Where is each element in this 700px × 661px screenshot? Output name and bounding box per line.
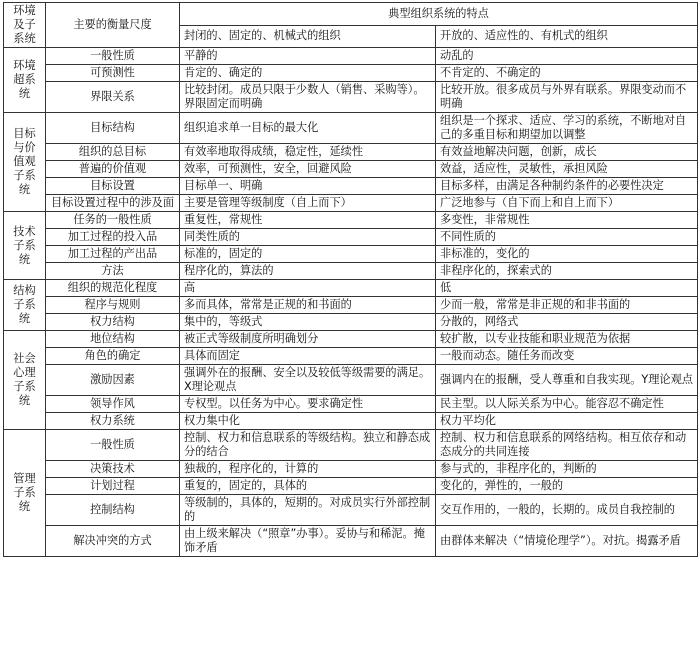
open-org-cell: 有效益地解决问题，创新，成长 xyxy=(436,144,698,161)
closed-org-cell: 标准的，固定的 xyxy=(180,246,436,263)
closed-org-cell: 专权型。以任务为中心。要求确定性 xyxy=(180,396,436,413)
subsystem-name: 目标与价值观子系统 xyxy=(4,113,46,212)
header-group: 典型组织系统的特点 xyxy=(180,3,698,26)
open-org-cell: 效益，适应性，灵敏性，承担风险 xyxy=(436,161,698,178)
open-org-cell: 权力平均化 xyxy=(436,413,698,430)
table-row xyxy=(4,495,698,526)
closed-org-cell: 等级制的，具体的，短期的。对成员实行外部控制的 xyxy=(180,495,436,526)
dimension-cell: 领导作风 xyxy=(46,396,180,413)
comparison-table-container xyxy=(3,2,697,557)
dimension-cell: 组织的规范化程度 xyxy=(46,280,180,297)
table-row xyxy=(4,263,698,280)
table-row xyxy=(4,348,698,365)
open-org-cell: 目标多样，由满足各种制约条件的必要性决定 xyxy=(436,178,698,195)
closed-org-cell: 目标单一、明确 xyxy=(180,178,436,195)
subsystem-name: 管理子系统 xyxy=(4,430,46,557)
closed-org-cell: 肯定的、确定的 xyxy=(180,65,436,82)
table-row xyxy=(4,144,698,161)
dimension-cell: 目标设置 xyxy=(46,178,180,195)
dimension-cell: 解决冲突的方式 xyxy=(46,526,180,557)
dimension-cell: 计划过程 xyxy=(46,478,180,495)
dimension-cell: 角色的确定 xyxy=(46,348,180,365)
subsystem-name: 技术子系统 xyxy=(4,212,46,280)
dimension-cell: 组织的总目标 xyxy=(46,144,180,161)
closed-org-cell: 集中的，等级式 xyxy=(180,314,436,331)
dimension-cell: 界限关系 xyxy=(46,82,180,113)
table-row xyxy=(4,82,698,113)
open-org-cell: 非程序化的，探索式的 xyxy=(436,263,698,280)
open-org-cell: 非标准的，变化的 xyxy=(436,246,698,263)
open-org-cell: 广泛地参与（自下而上和自上而下） xyxy=(436,195,698,212)
table-row xyxy=(4,280,698,297)
dimension-cell: 决策技术 xyxy=(46,461,180,478)
table-row xyxy=(4,65,698,82)
open-org-cell: 动乱的 xyxy=(436,48,698,65)
table-row xyxy=(4,331,698,348)
closed-org-cell: 由上级来解决（“照章”办事）。妥协与和稀泥。掩饰矛盾 xyxy=(180,526,436,557)
header-closed: 封闭的、固定的、机械式的组织 xyxy=(180,25,436,48)
table-row xyxy=(4,297,698,314)
table-row xyxy=(4,526,698,557)
subsystem-name: 社会心理子系统 xyxy=(4,331,46,430)
closed-org-cell: 同类性质的 xyxy=(180,229,436,246)
closed-org-cell: 组织追求单一目标的最大化 xyxy=(180,113,436,144)
table-row xyxy=(4,195,698,212)
open-org-cell: 比较开放。很多成员与外界有联系。界限变动而不明确 xyxy=(436,82,698,113)
closed-org-cell: 被正式等级制度所明确划分 xyxy=(180,331,436,348)
dimension-cell: 任务的一般性质 xyxy=(46,212,180,229)
closed-org-cell: 有效率地取得成绩，稳定性，延续性 xyxy=(180,144,436,161)
open-org-cell: 多变性，非常规性 xyxy=(436,212,698,229)
open-org-cell: 较扩散，以专业技能和职业规范为依据 xyxy=(436,331,698,348)
subsystem-name: 结构子系统 xyxy=(4,280,46,331)
open-org-cell: 民主型。以人际关系为中心。能容忍不确定性 xyxy=(436,396,698,413)
header-dimension: 主要的衡量尺度 xyxy=(46,3,180,48)
dimension-cell: 一般性质 xyxy=(46,48,180,65)
dimension-cell: 一般性质 xyxy=(46,430,180,461)
table-row xyxy=(4,396,698,413)
open-org-cell: 控制、权力和信息联系的网络结构。相互依存和动态成分的共同连接 xyxy=(436,430,698,461)
header-subsystem: 环境及子系统 xyxy=(4,3,46,48)
table-row xyxy=(4,48,698,65)
closed-org-cell: 平静的 xyxy=(180,48,436,65)
closed-org-cell: 控制、权力和信息联系的等级结构。独立和静态成分的结合 xyxy=(180,430,436,461)
dimension-cell: 地位结构 xyxy=(46,331,180,348)
closed-org-cell: 具体而固定 xyxy=(180,348,436,365)
table-row xyxy=(4,461,698,478)
dimension-cell: 激励因素 xyxy=(46,365,180,396)
table-row xyxy=(4,212,698,229)
table-body xyxy=(4,48,698,557)
closed-org-cell: 强调外在的报酬、安全以及较低等级需要的满足。X理论观点 xyxy=(180,365,436,396)
organization-systems-table xyxy=(3,2,698,557)
closed-org-cell: 独裁的，程序化的，计算的 xyxy=(180,461,436,478)
header-open: 开放的、适应性的、有机式的组织 xyxy=(436,25,698,48)
closed-org-cell: 多而具体，常常是正规的和书面的 xyxy=(180,297,436,314)
dimension-cell: 加工过程的投入品 xyxy=(46,229,180,246)
open-org-cell: 不肯定的、不确定的 xyxy=(436,65,698,82)
table-row xyxy=(4,413,698,430)
closed-org-cell: 权力集中化 xyxy=(180,413,436,430)
dimension-cell: 普遍的价值观 xyxy=(46,161,180,178)
closed-org-cell: 重复性，常规性 xyxy=(180,212,436,229)
closed-org-cell: 程序化的，算法的 xyxy=(180,263,436,280)
dimension-cell: 控制结构 xyxy=(46,495,180,526)
table-row xyxy=(4,178,698,195)
closed-org-cell: 主要是管理等级制度（自上而下） xyxy=(180,195,436,212)
open-org-cell: 组织是一个探求、适应、学习的系统，不断地对自己的多重目标和期望加以调整 xyxy=(436,113,698,144)
closed-org-cell: 效率，可预测性，安全，回避风险 xyxy=(180,161,436,178)
table-row xyxy=(4,113,698,144)
table-row xyxy=(4,161,698,178)
open-org-cell: 参与式的，非程序化的，判断的 xyxy=(436,461,698,478)
table-row xyxy=(4,478,698,495)
table-row xyxy=(4,314,698,331)
dimension-cell: 权力结构 xyxy=(46,314,180,331)
open-org-cell: 少而一般，常常是非正规的和非书面的 xyxy=(436,297,698,314)
table-row xyxy=(4,365,698,396)
dimension-cell: 加工过程的产出品 xyxy=(46,246,180,263)
open-org-cell: 不同性质的 xyxy=(436,229,698,246)
open-org-cell: 由群体来解决（“情境伦理学”）。对抗。揭露矛盾 xyxy=(436,526,698,557)
dimension-cell: 方法 xyxy=(46,263,180,280)
table-header xyxy=(4,3,698,48)
dimension-cell: 目标设置过程中的涉及面 xyxy=(46,195,180,212)
closed-org-cell: 比较封闭。成员只限于少数人（销售、采购等）。界限固定而明确 xyxy=(180,82,436,113)
closed-org-cell: 高 xyxy=(180,280,436,297)
closed-org-cell: 重复的，固定的，具体的 xyxy=(180,478,436,495)
open-org-cell: 强调内在的报酬，受人尊重和自我实现。Y理论观点 xyxy=(436,365,698,396)
table-row xyxy=(4,430,698,461)
table-row xyxy=(4,229,698,246)
open-org-cell: 一般而动态。随任务而改变 xyxy=(436,348,698,365)
dimension-cell: 目标结构 xyxy=(46,113,180,144)
open-org-cell: 交互作用的，一般的，长期的。成员自我控制的 xyxy=(436,495,698,526)
open-org-cell: 变化的，弹性的，一般的 xyxy=(436,478,698,495)
dimension-cell: 程序与规则 xyxy=(46,297,180,314)
table-row xyxy=(4,246,698,263)
open-org-cell: 低 xyxy=(436,280,698,297)
open-org-cell: 分散的，网络式 xyxy=(436,314,698,331)
subsystem-name: 环境超系统 xyxy=(4,48,46,113)
header-row-1 xyxy=(4,3,698,26)
dimension-cell: 权力系统 xyxy=(46,413,180,430)
dimension-cell: 可预测性 xyxy=(46,65,180,82)
